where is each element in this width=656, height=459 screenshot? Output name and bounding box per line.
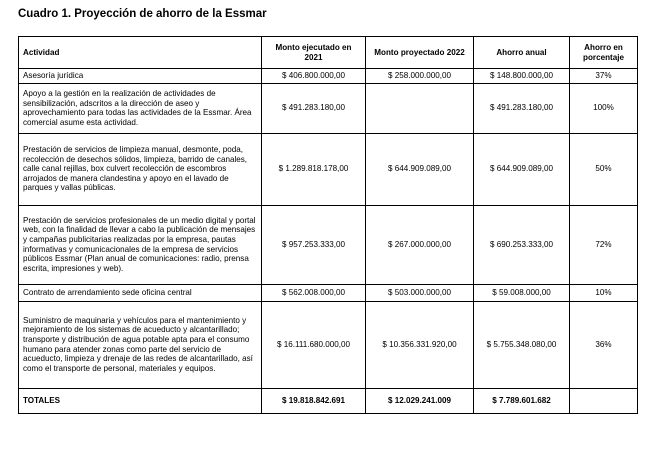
executed-cell: $ 16.111.680.000,00 xyxy=(262,301,366,388)
executed-cell: $ 562.008.000,00 xyxy=(262,284,366,301)
projected-cell: $ 267.000.000,00 xyxy=(366,205,474,284)
totals-percent-savings xyxy=(570,388,638,413)
table-caption: Cuadro 1. Proyección de ahorro de la Essmar xyxy=(18,8,267,20)
table-row xyxy=(19,83,638,133)
header-executed: Monto ejecutado en 2021 xyxy=(262,37,366,69)
annual-savings-cell: $ 491.283.180,00 xyxy=(474,83,570,133)
projected-cell: $ 258.000.000,00 xyxy=(366,69,474,84)
totals-annual-savings: $ 7.789.601.682 xyxy=(474,388,570,413)
annual-savings-cell: $ 5.755.348.080,00 xyxy=(474,301,570,388)
table-header-row xyxy=(19,37,638,69)
table-row xyxy=(19,133,638,205)
percent-savings-cell: 100% xyxy=(570,83,638,133)
percent-savings-cell: 37% xyxy=(570,69,638,84)
activity-cell: Suministro de maquinaria y vehículos para el mantenimiento y mejoramiento de los sistemas de acueducto y alcantarillado; transporte y distribución de agua potable apta para el consumo humano para atender zonas como parte del servicio de acueducto, limpieza y drenaje de las redes de alcantarillado, así como el transporte de personal, materiales y equipos. xyxy=(19,301,262,388)
projected-cell: $ 503.000.000,00 xyxy=(366,284,474,301)
executed-cell: $ 491.283.180,00 xyxy=(262,83,366,133)
activity-cell: Apoyo a la gestión en la realización de actividades de sensibilización, adscritos a la dirección de aseo y aprovechamiento para todas las actividades de la Essmar. Área comercial asume esta actividad. xyxy=(19,83,262,133)
percent-savings-cell: 36% xyxy=(570,301,638,388)
percent-savings-cell: 50% xyxy=(570,133,638,205)
annual-savings-cell: $ 148.800.000,00 xyxy=(474,69,570,84)
projected-cell: $ 644.909.089,00 xyxy=(366,133,474,205)
totals-row xyxy=(19,388,638,413)
annual-savings-cell: $ 59.008.000,00 xyxy=(474,284,570,301)
table-row xyxy=(19,301,638,388)
percent-savings-cell: 10% xyxy=(570,284,638,301)
header-projected: Monto proyectado 2022 xyxy=(366,37,474,69)
table-row xyxy=(19,205,638,284)
annual-savings-cell: $ 690.253.333,00 xyxy=(474,205,570,284)
executed-cell: $ 957.253.333,00 xyxy=(262,205,366,284)
header-annual-savings: Ahorro anual xyxy=(474,37,570,69)
totals-executed: $ 19.818.842.691 xyxy=(262,388,366,413)
header-activity: Actividad xyxy=(19,37,262,69)
activity-cell: Prestación de servicios profesionales de un medio digital y portal web, con la finalidad de llevar a cabo la publicación de mensajes y campañas publicitarias realizadas por la empresa, pautas informativas y comunicacionales de la empresa de servicios públicos Essmar (Plan anual de comunicaciones: radio, prensa escrita, impresiones y web). xyxy=(19,205,262,284)
totals-projected: $ 12.029.241.009 xyxy=(366,388,474,413)
executed-cell: $ 406.800.000,00 xyxy=(262,69,366,84)
projected-cell xyxy=(366,83,474,133)
activity-cell: Contrato de arrendamiento sede oficina central xyxy=(19,284,262,301)
activity-cell: Prestación de servicios de limpieza manual, desmonte, poda, recolección de desechos sólidos, limpieza, barrido de canales, calle canal rejillas, box culvert recolección de escombros arrojados de manera clandestina y apoyo en el lavado de parques y vallas públicas. xyxy=(19,133,262,205)
table-row xyxy=(19,284,638,301)
table-row xyxy=(19,69,638,84)
projected-cell: $ 10.356.331.920,00 xyxy=(366,301,474,388)
annual-savings-cell: $ 644.909.089,00 xyxy=(474,133,570,205)
savings-projection-table xyxy=(18,36,638,414)
percent-savings-cell: 72% xyxy=(570,205,638,284)
executed-cell: $ 1.289.818.178,00 xyxy=(262,133,366,205)
totals-label: TOTALES xyxy=(19,388,262,413)
header-percent-savings: Ahorro en porcentaje xyxy=(570,37,638,69)
activity-cell: Asesoría jurídica xyxy=(19,69,262,84)
